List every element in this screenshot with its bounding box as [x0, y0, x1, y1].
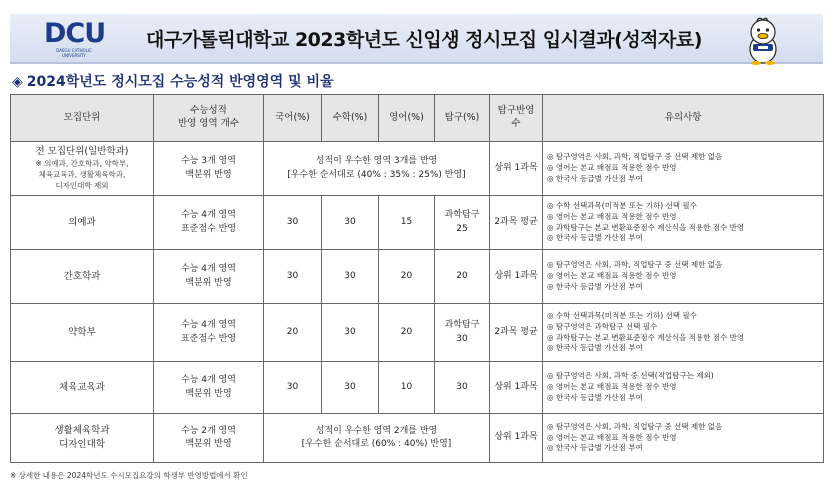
areas-cell: 수능 4개 영역 표준점수 반영	[154, 304, 264, 362]
diamond-bullet-icon: ◈	[12, 74, 23, 90]
notes-cell: ◎ 수학 선택과목(미적분 또는 기하) 선택 필수 ◎ 영어는 본교 배점표 적용한 점수 반영 ◎ 과학탐구는 본교 변환표준점수 계산식을 적용한 점수 반영 ◎ 한국사 등급별 가산점 부여	[543, 196, 824, 250]
header-inquiry-count: 탐구반영 수	[490, 95, 543, 142]
page-header	[10, 14, 823, 64]
inquiry-count-cell: 상위 1과목	[490, 414, 543, 463]
table-row	[11, 414, 824, 463]
inquiry-count-cell: 상위 1과목	[490, 362, 543, 414]
section-title: ◈ 2024학년도 정시모집 수능성적 반영영역 및 비율	[12, 74, 334, 90]
inquiry-cell: 20	[435, 250, 490, 304]
table-row	[11, 142, 824, 196]
header-english: 영어(%)	[379, 95, 435, 142]
table-row	[11, 196, 824, 250]
english-cell: 15	[379, 196, 435, 250]
english-cell: 20	[379, 250, 435, 304]
korean-cell: 20	[264, 304, 322, 362]
math-cell: 30	[322, 250, 379, 304]
unit-cell: 체육교육과	[11, 362, 154, 414]
korean-cell: 30	[264, 196, 322, 250]
areas-cell: 수능 3개 영역 백분위 반영	[154, 142, 264, 196]
unit-cell: 전 모집단위(일반학과) ※ 의예과, 간호학과, 약학부, 체육교육과, 생활체육학과, 디자인대학 제외	[11, 142, 154, 196]
table-header-row	[11, 95, 824, 142]
admission-table	[10, 94, 824, 463]
unit-note: ※ 의예과, 간호학과, 약학부, 체육교육과, 생활체육학과, 디자인대학 제외	[35, 159, 129, 190]
unit-cell: 생활체육학과 디자인대학	[11, 414, 154, 463]
header-areas: 수능성적 반영 영역 개수	[154, 95, 264, 142]
notes-cell: ◎ 탐구영역은 사회, 과학, 직업탐구 중 선택 제한 없음 ◎ 영어는 본교 배점표 적용한 점수 반영 ◎ 한국사 등급별 가산점 부여	[543, 414, 824, 463]
table-row	[11, 362, 824, 414]
notes-cell: ◎ 탐구영역은 사회, 과학 중 선택(직업탐구는 제외) ◎ 영어는 본교 배점표 적용한 점수 반영 ◎ 한국사 등급별 가산점 부여	[543, 362, 824, 414]
header-unit: 모집단위	[11, 95, 154, 142]
inquiry-count-cell: 2과목 평균	[490, 196, 543, 250]
inquiry-count-cell: 상위 1과목	[490, 142, 543, 196]
page-title: 대구가톨릭대학교 2023학년도 신입생 정시모집 입시결과(성적자료)	[146, 29, 702, 51]
logo-text: DCU	[44, 18, 106, 49]
table-row	[11, 250, 824, 304]
logo-subtext: DAEGU CATHOLIC UNIVERSITY	[56, 48, 92, 58]
korean-cell: 30	[264, 250, 322, 304]
english-cell: 20	[379, 304, 435, 362]
unit-cell: 의예과	[11, 196, 154, 250]
notes-cell: ◎ 탐구영역은 사회, 과학, 직업탐구 중 선택 제한 없음 ◎ 영어는 본교 배점표 적용한 점수 반영 ◎ 한국사 등급별 가산점 부여	[543, 142, 824, 196]
unit-cell: 간호학과	[11, 250, 154, 304]
math-cell: 30	[322, 362, 379, 414]
footnote: ※ 상세한 내용은 2024학년도 수시모집요강의 학생부 반영방법에서 확인	[10, 471, 248, 480]
inquiry-count-cell: 2과목 평균	[490, 304, 543, 362]
notes-cell: ◎ 수학 선택과목(미적분 또는 기하) 선택 필수 ◎ 탐구영역은 과학탐구 선택 필수 ◎ 과학탐구는 본교 변환표준점수 계산식을 적용한 점수 반영 ◎ 한국사 등급별 가산점 부여	[543, 304, 824, 362]
areas-cell: 수능 2개 영역 백분위 반영	[154, 414, 264, 463]
table-row	[11, 304, 824, 362]
korean-cell: 30	[264, 362, 322, 414]
inquiry-cell: 과학탐구 30	[435, 304, 490, 362]
areas-cell: 수능 4개 영역 표준점수 반영	[154, 196, 264, 250]
math-cell: 30	[322, 304, 379, 362]
areas-cell: 수능 4개 영역 백분위 반영	[154, 250, 264, 304]
areas-cell: 수능 4개 영역 백분위 반영	[154, 362, 264, 414]
university-logo	[44, 20, 104, 62]
header-inquiry: 탐구(%)	[435, 95, 490, 142]
header-math: 수학(%)	[322, 95, 379, 142]
inquiry-cell: 과학탐구 25	[435, 196, 490, 250]
english-cell: 10	[379, 362, 435, 414]
unit-cell: 약학부	[11, 304, 154, 362]
header-notes: 유의사항	[543, 95, 824, 142]
inquiry-count-cell: 상위 1과목	[490, 250, 543, 304]
math-cell: 30	[322, 196, 379, 250]
mascot-icon	[745, 17, 781, 65]
notes-cell: ◎ 탐구영역은 사회, 과학, 직업탐구 중 선택 제한 없음 ◎ 영어는 본교 배점표 적용한 점수 반영 ◎ 한국사 등급별 가산점 부여	[543, 250, 824, 304]
merged-ratio-cell: 성적이 우수한 영역 2개를 반영 [우수한 순서대로 (60% : 40%) 반영]	[264, 414, 490, 463]
inquiry-cell: 30	[435, 362, 490, 414]
header-korean: 국어(%)	[264, 95, 322, 142]
merged-ratio-cell: 성적이 우수한 영역 3개를 반영 [우수한 순서대로 (40% : 35% : 25%) 반영]	[264, 142, 490, 196]
